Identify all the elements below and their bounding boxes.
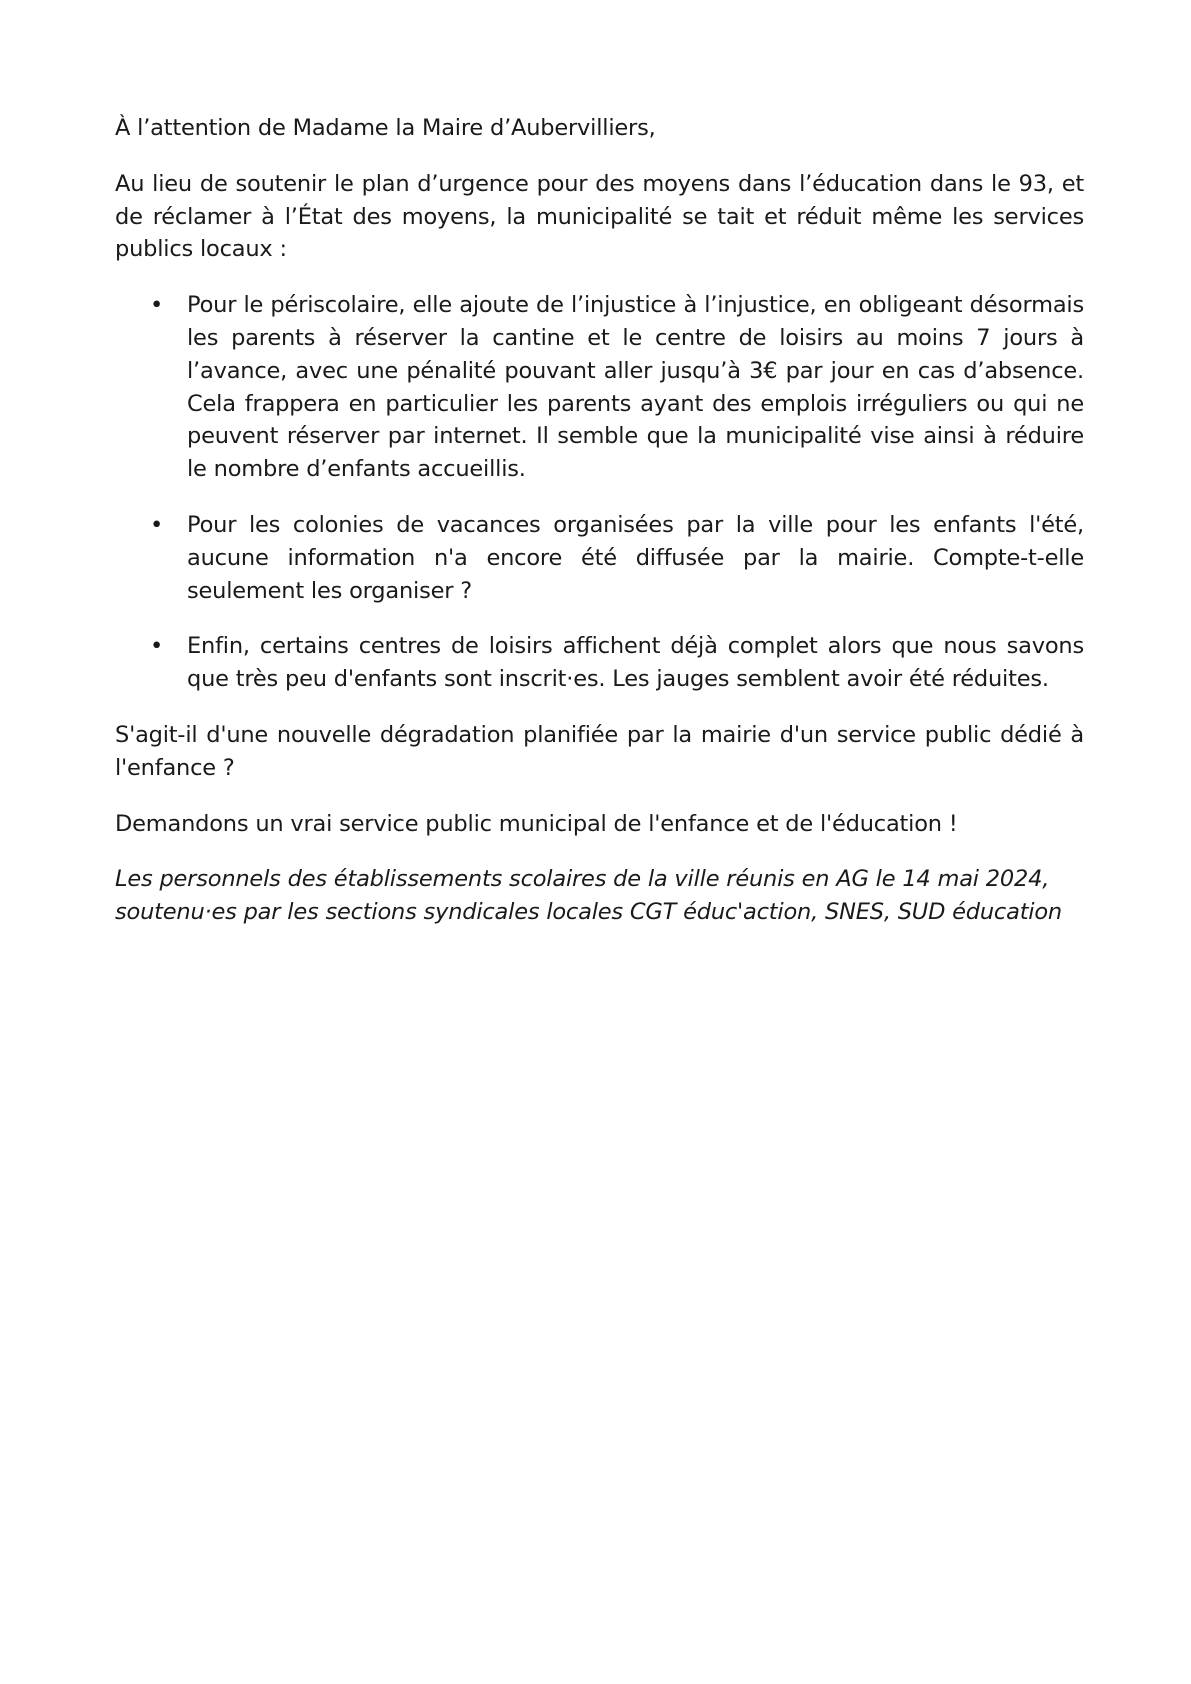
list-item-text: Enfin, certains centres de loisirs affichent déjà complet alors que nous savons que très peu d'enfants sont inscrit·es. Les jauges semblent avoir été réduites. [187,633,1084,693]
list-item [115,509,1084,607]
bullet-list [115,289,1084,696]
salutation: À l’attention de Madame la Maire d’Aubervilliers, [115,115,656,141]
list-item [115,630,1084,696]
bullet-marker: • [150,633,164,660]
letter-body [115,112,1084,929]
demand-paragraph: Demandons un vrai service public municipal de l'enfance et de l'éducation ! [115,810,958,837]
signature-block [115,863,1084,929]
question-paragraph: S'agit-il d'une nouvelle dégradation planifiée par la mairie d'un service public dédié à l'enfance ? [115,721,1084,781]
intro-paragraph: Au lieu de soutenir le plan d’urgence pour des moyens dans l’éducation dans le 93, et de réclamer à l’État des moyens, la municipalité se tait et réduit même les services publics locaux : [115,170,1084,263]
bullet-marker: • [150,292,164,319]
signature-line: Les personnels des établissements scolaires de la ville réunis en AG le 14 mai 2024, [115,866,1050,893]
list-item [115,289,1084,486]
list-item-text: Pour les colonies de vacances organisées par la ville pour les enfants l'été, aucune information n'a encore été diffusée par la mairie. Compte-t-elle seulement les organiser ? [187,511,1084,604]
list-item-text: Pour le périscolaire, elle ajoute de l’injustice à l’injustice, en obligeant désormais les parents à réserver la cantine et le centre de loisirs au moins 7 jours à l’avance, avec une pénalité pouvant aller jusqu’à 3€ par jour en cas d’absence. Cela frappera en particulier les parents ayant des emplois irréguliers ou qui ne peuvent réserver par internet. Il semble que la municipalité vise ainsi à réduire le nombre d’enfants accueillis. [187,292,1084,483]
bullet-marker: • [150,511,164,538]
signature-line: soutenu·es par les sections syndicales locales CGT éduc'action, SNES, SUD éducation [115,899,1062,926]
